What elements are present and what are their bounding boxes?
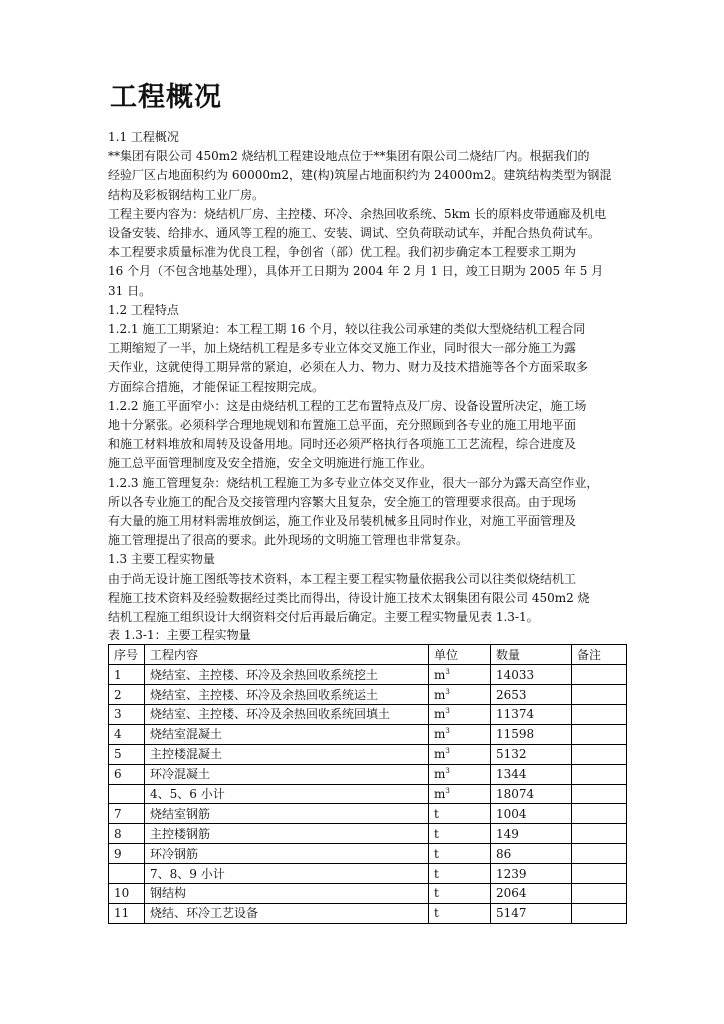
header-qty: 数量 xyxy=(491,645,572,665)
table-row xyxy=(109,824,627,844)
text-line: 31 日。 xyxy=(108,283,152,298)
text-line: 1.3 主要工程实物量 xyxy=(108,552,215,567)
header-no: 序号 xyxy=(109,645,145,665)
text-line: 1.2.1 施工工期紧迫：本工程工期 16 个月，较以往我公司承建的类似大型烧结机工程合同 xyxy=(108,322,586,337)
cell-unit xyxy=(429,764,491,784)
text-line: 方面综合措施，才能保证工程按期完成。 xyxy=(108,379,325,394)
header-note: 备注 xyxy=(572,645,627,665)
cell-no: 1 xyxy=(109,665,145,685)
cell-note xyxy=(572,883,627,903)
cell-content: 环冷混凝土 xyxy=(145,764,429,784)
document-body xyxy=(108,128,628,924)
cell-unit xyxy=(429,724,491,744)
unit-text: m xyxy=(434,747,446,762)
cell-content: 主控楼钢筋 xyxy=(145,824,429,844)
unit-text: t xyxy=(434,806,439,821)
cell-qty: 5132 xyxy=(491,744,572,764)
cell-unit xyxy=(429,864,491,884)
cell-note xyxy=(572,764,627,784)
unit-text: t xyxy=(434,906,439,921)
text-line: 1.2 工程特点 xyxy=(108,302,179,317)
cell-note xyxy=(572,804,627,824)
cell-no xyxy=(109,784,145,804)
cell-no: 3 xyxy=(109,704,145,724)
table-row xyxy=(109,764,627,784)
cell-note xyxy=(572,844,627,864)
unit-superscript: 3 xyxy=(445,786,450,795)
cell-content: 4、5、6 小计 xyxy=(145,784,429,804)
cell-qty: 2653 xyxy=(491,685,572,705)
cell-content: 主控楼混凝土 xyxy=(145,744,429,764)
table-row xyxy=(109,704,627,724)
cell-qty: 149 xyxy=(491,824,572,844)
unit-text: m xyxy=(434,727,446,742)
unit-text: t xyxy=(434,846,439,861)
cell-qty: 2064 xyxy=(491,883,572,903)
unit-superscript: 3 xyxy=(445,727,450,736)
cell-qty: 14033 xyxy=(491,665,572,685)
cell-content: 烧结室钢筋 xyxy=(145,804,429,824)
text-line: 有大量的施工用材料需堆放倒运，施工作业及吊装机械多且同时作业，对施工平面管理及 xyxy=(108,514,577,529)
cell-unit xyxy=(429,824,491,844)
cell-qty: 18074 xyxy=(491,784,572,804)
cell-unit xyxy=(429,844,491,864)
header-content: 工程内容 xyxy=(145,645,429,665)
cell-content: 钢结构 xyxy=(145,883,429,903)
cell-no: 11 xyxy=(109,903,145,923)
cell-no: 10 xyxy=(109,883,145,903)
text-line: 工程主要内容为：烧结机厂房、主控楼、环冷、余热回收系统、5km 长的原料皮带通廊及机电 xyxy=(108,206,607,221)
cell-qty: 1344 xyxy=(491,764,572,784)
unit-text: m xyxy=(434,667,446,682)
cell-note xyxy=(572,665,627,685)
cell-content: 烧结室、主控楼、环冷及余热回收系统回填土 xyxy=(145,704,429,724)
table-header-row xyxy=(109,645,627,665)
unit-text: m xyxy=(434,707,446,722)
table-row xyxy=(109,883,627,903)
text-line: 结构及彩板钢结构工业厂房。 xyxy=(108,187,265,202)
table-row xyxy=(109,804,627,824)
unit-text: m xyxy=(434,767,446,782)
page-title: 工程概况 xyxy=(110,82,222,113)
table-row xyxy=(109,665,627,685)
table-row xyxy=(109,864,627,884)
cell-content: 7、8、9 小计 xyxy=(145,864,429,884)
cell-no: 8 xyxy=(109,824,145,844)
cell-content: 烧结室混凝土 xyxy=(145,724,429,744)
cell-note xyxy=(572,903,627,923)
unit-superscript: 3 xyxy=(445,667,450,676)
cell-unit xyxy=(429,883,491,903)
cell-unit xyxy=(429,665,491,685)
cell-content: 烧结、环冷工艺设备 xyxy=(145,903,429,923)
cell-unit xyxy=(429,784,491,804)
text-line: **集团有限公司 450m2 烧结机工程建设地点位于**集团有限公司二烧结厂内。根据我们的 xyxy=(108,149,590,164)
cell-note xyxy=(572,685,627,705)
table-row xyxy=(109,784,627,804)
cell-no xyxy=(109,864,145,884)
text-line: 1.1 工程概况 xyxy=(108,130,179,144)
unit-text: m xyxy=(434,687,446,702)
cell-qty: 1004 xyxy=(491,804,572,824)
text-line: 程施工技术资料及经验数据经过类比而得出，待设计施工技术太钢集团有限公司 450m2 烧 xyxy=(108,590,590,605)
cell-note xyxy=(572,724,627,744)
unit-text: t xyxy=(434,826,439,841)
table-row xyxy=(109,685,627,705)
text-line: 1.2.2 施工平面窄小：这是由烧结机工程的工艺布置特点及厂房、设备设置所决定，施工场 xyxy=(108,398,587,413)
cell-no: 6 xyxy=(109,764,145,784)
cell-note xyxy=(572,704,627,724)
table-row xyxy=(109,844,627,864)
cell-qty: 1239 xyxy=(491,864,572,884)
text-line: 经验厂区占地面积约为 60000m2，建(构)筑屋占地面积约为 24000m2。建筑结构类型为钢混 xyxy=(108,168,612,183)
unit-superscript: 3 xyxy=(445,687,450,696)
cell-unit xyxy=(429,704,491,724)
text-line: 施工总平面管理制度及安全措施，安全文明施进行施工作业。 xyxy=(108,456,433,471)
text-line: 1.2.3 施工管理复杂：烧结机工程施工为多专业立体交叉作业，很大一部分为露天高空作业， xyxy=(108,475,599,490)
header-unit: 单位 xyxy=(429,645,491,665)
cell-no: 4 xyxy=(109,724,145,744)
text-line: 和施工材料堆放和周转及设备用地。同时还必须严格执行各项施工工艺流程，综合进度及 xyxy=(108,437,577,452)
table-caption: 表 1.3-1：主要工程实物量 xyxy=(108,628,251,643)
cell-qty: 11598 xyxy=(491,724,572,744)
cell-content: 烧结室、主控楼、环冷及余热回收系统运土 xyxy=(145,685,429,705)
unit-superscript: 3 xyxy=(445,707,450,716)
cell-note xyxy=(572,824,627,844)
cell-note xyxy=(572,864,627,884)
unit-text: t xyxy=(434,886,439,901)
cell-unit xyxy=(429,903,491,923)
text-line: 由于尚无设计施工图纸等技术资料，本工程主要工程实物量依据我公司以往类似烧结机工 xyxy=(108,571,577,586)
unit-superscript: 3 xyxy=(445,747,450,756)
text-line: 设备安装、给排水、通风等工程的施工、安装、调试、空负荷联动试车，并配合热负荷试车。 xyxy=(108,226,601,241)
cell-unit xyxy=(429,685,491,705)
cell-note xyxy=(572,744,627,764)
cell-no: 2 xyxy=(109,685,145,705)
table-row xyxy=(109,903,627,923)
table-row xyxy=(109,724,627,744)
paragraph-lines xyxy=(108,128,628,627)
text-line: 施工管理提出了很高的要求。此外现场的文明施工管理也非常复杂。 xyxy=(108,533,469,548)
text-line: 16 个月（不包含地基处理），具体开工日期为 2004 年 2 月 1 日，竣工日期为 2005 年 5 月 xyxy=(108,264,604,279)
text-line: 所以各专业施工的配合及交接管理内容繁大且复杂，安全施工的管理要求很高。由于现场 xyxy=(108,494,577,509)
text-line: 地十分紧张。必须科学合理地规划和布置施工总平面，充分照顾到各专业的施工用地平面 xyxy=(108,418,577,433)
text-line: 本工程要求质量标准为优良工程，争创省（部）优工程。我们初步确定本工程要求工期为 xyxy=(108,245,577,260)
unit-superscript: 3 xyxy=(445,767,450,776)
cell-unit xyxy=(429,744,491,764)
text-line: 天作业，这就使得工期异常的紧迫，必须在人力、物力、财力及技术措施等各个方面采取多 xyxy=(108,360,589,375)
cell-qty: 11374 xyxy=(491,704,572,724)
unit-text: m xyxy=(434,786,446,801)
cell-note xyxy=(572,784,627,804)
table-row xyxy=(109,744,627,764)
cell-content: 烧结室、主控楼、环冷及余热回收系统挖土 xyxy=(145,665,429,685)
cell-no: 5 xyxy=(109,744,145,764)
cell-no: 7 xyxy=(109,804,145,824)
cell-no: 9 xyxy=(109,844,145,864)
unit-text: t xyxy=(434,866,439,881)
cell-qty: 86 xyxy=(491,844,572,864)
cell-unit xyxy=(429,804,491,824)
quantity-table xyxy=(108,644,627,923)
cell-qty: 5147 xyxy=(491,903,572,923)
cell-content: 环冷钢筋 xyxy=(145,844,429,864)
text-line: 工期缩短了一半，加上烧结机工程是多专业立体交叉施工作业，同时很大一部分施工为露 xyxy=(108,341,577,356)
text-line: 结机工程施工组织设计大纲资料交付后再最后确定。主要工程实物量见表 1.3-1。 xyxy=(108,610,539,625)
